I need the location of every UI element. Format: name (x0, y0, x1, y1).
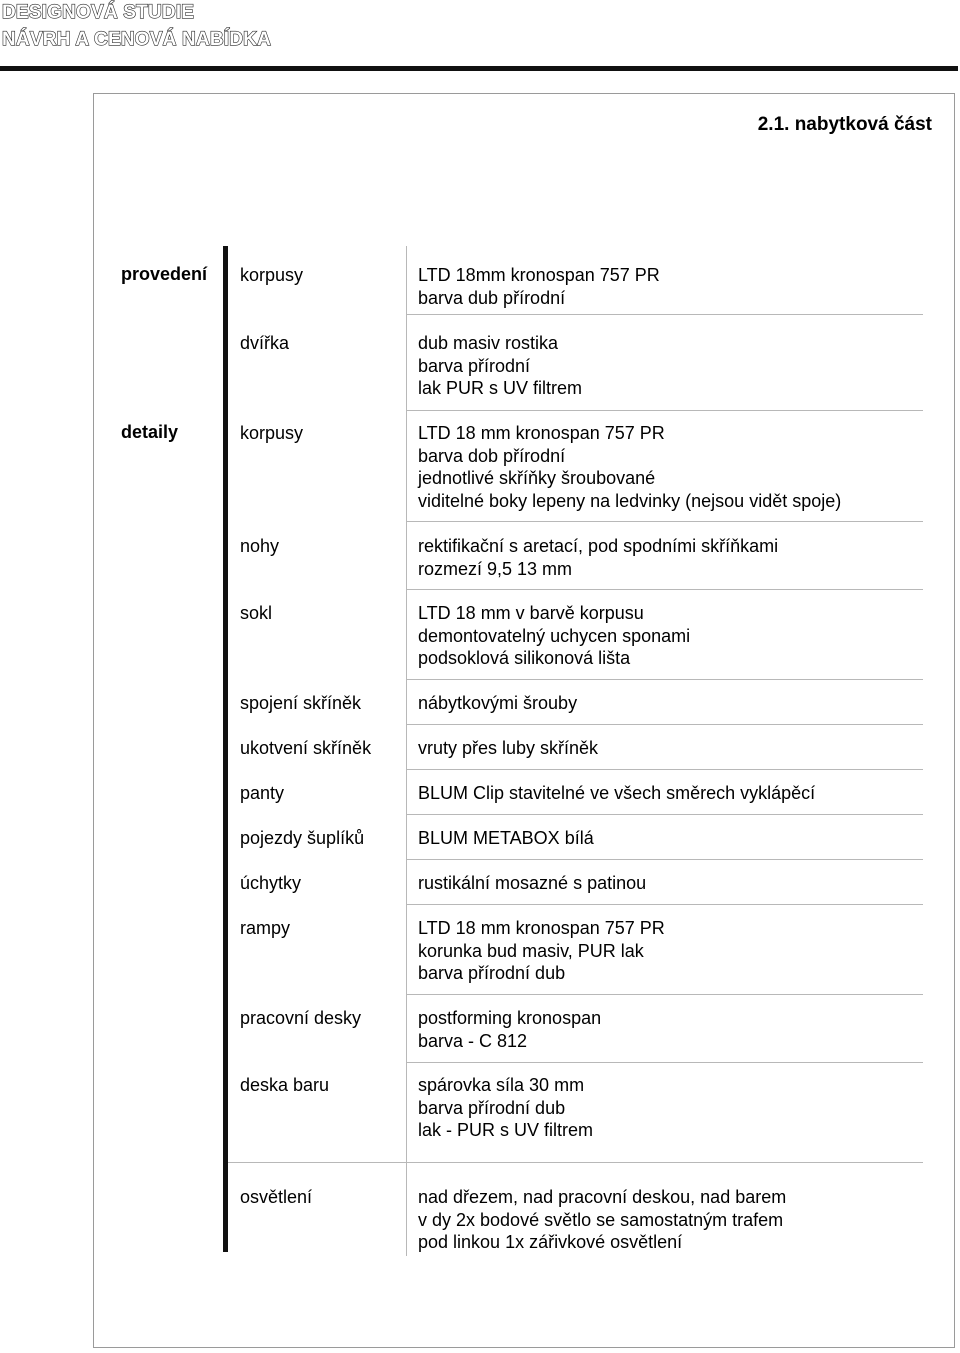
row-value (418, 332, 582, 400)
row-label: pojezdy šuplíků (240, 828, 365, 848)
row-label: nohy (240, 536, 280, 556)
row-divider (407, 769, 923, 770)
row-divider (407, 904, 923, 905)
row-value (418, 602, 690, 670)
row-divider (407, 410, 923, 411)
brand-title: DESIGNOVÁ STUDIE (2, 2, 195, 23)
row-divider (407, 679, 923, 680)
value-line: podsoklová silikonová lišta (418, 648, 631, 668)
row-label: ukotvení skříněk (240, 738, 372, 758)
row-label: rampy (240, 918, 291, 938)
row-value (418, 535, 778, 580)
value-line: LTD 18 mm v barvě korpusu (418, 603, 644, 623)
row-divider (407, 589, 923, 590)
value-line: rektifikační s aretací, pod spodními skříňkami (418, 536, 779, 556)
row-value (418, 264, 660, 309)
row-label: panty (240, 783, 285, 803)
value-line: korunka bud masiv, PUR lak (418, 940, 644, 961)
row-divider (407, 814, 923, 815)
value-line: barva přírodní dub (418, 963, 566, 983)
value-line: BLUM Clip stavitelné ve všech směrech vyklápěcí (418, 783, 816, 803)
value-line: barva přírodní dub (418, 1097, 566, 1118)
row-value (418, 827, 594, 850)
header-divider (0, 66, 958, 71)
row-label: spojení skříněk (240, 693, 362, 713)
value-line: v dy 2x bodové světlo se samostatným trafem (418, 1209, 784, 1230)
value-line: rustikální mosazné s patinou (418, 873, 647, 893)
value-line: pod linkou 1x zářivkové osvětlení (418, 1232, 683, 1252)
value-line: vruty přes luby skříněk (418, 738, 599, 758)
row-value (418, 737, 598, 760)
value-line: dub masiv rostika (418, 333, 559, 353)
value-line: nad dřezem, nad pracovní deskou, nad barem (418, 1187, 787, 1207)
row-value (418, 917, 665, 985)
value-line: lak PUR s UV filtrem (418, 378, 583, 398)
value-line: LTD 18 mm kronospan 757 PR (418, 423, 665, 443)
value-line: LTD 18mm kronospan 757 PR (418, 265, 660, 285)
category-detaily: detaily (121, 422, 179, 442)
value-line: barva - C 812 (418, 1030, 528, 1051)
row-label: osvětlení (240, 1187, 313, 1207)
row-value (418, 1007, 601, 1052)
value-line: BLUM METABOX bílá (418, 828, 594, 848)
value-line: LTD 18 mm kronospan 757 PR (418, 918, 665, 938)
row-value (418, 422, 841, 512)
row-label: sokl (240, 603, 273, 623)
row-label: deska baru (240, 1075, 330, 1095)
section-divider (228, 1162, 923, 1163)
row-value (418, 872, 646, 895)
row-divider (407, 314, 923, 315)
row-label: dvířka (240, 333, 290, 353)
row-value (418, 1186, 786, 1254)
row-divider (407, 994, 923, 995)
row-divider (407, 724, 923, 725)
brand-subtitle: NÁVRH A CENOVÁ NABÍDKA (2, 29, 271, 50)
value-line: nábytkovými šrouby (418, 693, 578, 713)
row-label: korpusy (240, 265, 304, 285)
value-line: demontovatelný uchycen sponami (418, 625, 691, 646)
row-divider (407, 521, 923, 522)
row-value (418, 1074, 593, 1142)
row-divider (407, 859, 923, 860)
value-line: spárovka síla 30 mm (418, 1075, 585, 1095)
row-divider (407, 1062, 923, 1063)
value-line: rozmezí 9,5 13 mm (418, 558, 573, 579)
value-line: viditelné boky lepeny na ledvinky (nejsou vidět spoje) (418, 490, 842, 511)
row-label: korpusy (240, 423, 304, 443)
category-provedeni: provedení (121, 264, 208, 284)
value-line: postforming kronospan (418, 1008, 602, 1028)
value-line: barva přírodní (418, 355, 531, 376)
value-line: barva dob přírodní (418, 445, 566, 466)
row-value (418, 692, 577, 715)
section-title: 2.1. nabytková část (757, 114, 932, 135)
value-line: jednotlivé skříňky šroubované (418, 468, 656, 488)
value-line: lak - PUR s UV filtrem (418, 1120, 594, 1140)
row-label: pracovní desky (240, 1008, 362, 1028)
row-label: úchytky (240, 873, 302, 893)
row-value (418, 782, 815, 805)
column-divider (406, 246, 407, 1256)
vertical-rule (223, 246, 228, 1252)
value-line: barva dub přírodní (418, 287, 566, 308)
